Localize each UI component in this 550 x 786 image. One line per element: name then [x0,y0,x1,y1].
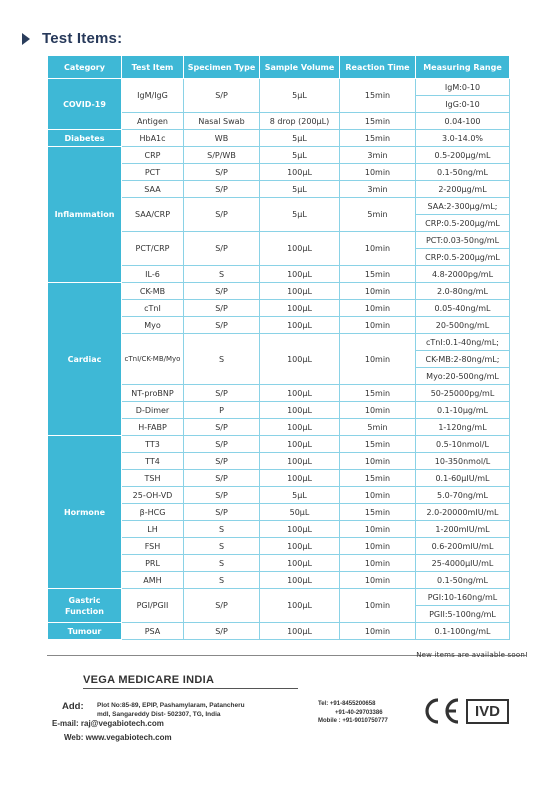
specimen-type-cell: S [184,521,260,538]
measuring-range-cell: 0.1-50ng/mL [416,572,510,589]
test-item-cell: SAA [122,181,184,198]
category-cell: COVID-19 [48,79,122,130]
sample-volume-cell: 100μL [260,555,340,572]
address-line: mdl, Sangareddy Dist- 502307, TG, India [97,710,221,718]
test-item-cell: PCT [122,164,184,181]
table-row [48,79,510,96]
sample-volume-cell: 100μL [260,436,340,453]
test-item-cell: TSH [122,470,184,487]
sample-volume-cell: 100μL [260,589,340,623]
sample-volume-cell: 100μL [260,623,340,640]
measuring-range-cell: 1-200mIU/mL [416,521,510,538]
category-cell: Gastric Function [48,589,122,623]
specimen-type-cell: S [184,266,260,283]
table-row [48,623,510,640]
reaction-time-cell: 10min [340,555,416,572]
ce-mark-icon [421,696,461,726]
reaction-time-cell: 15min [340,130,416,147]
column-header: Specimen Type [184,56,260,79]
email-contact: E-mail: raj@vegabiotech.com [52,719,164,728]
specimen-type-cell: S/P [184,419,260,436]
reaction-time-cell: 10min [340,572,416,589]
table-row [48,436,510,453]
specimen-type-cell: S/P [184,623,260,640]
section-title: Test Items: [42,30,123,47]
table-row [48,130,510,147]
reaction-time-cell: 5min [340,419,416,436]
column-header: Sample Volume [260,56,340,79]
sample-volume-cell: 100μL [260,334,340,385]
measuring-range-cell: 1-120ng/mL [416,419,510,436]
test-item-cell: PRL [122,555,184,572]
specimen-type-cell: S/P [184,232,260,266]
test-item-cell: β-HCG [122,504,184,521]
category-cell: Inflammation [48,147,122,283]
address-text [97,702,287,719]
ivd-mark-icon: IVD [466,699,509,724]
sample-volume-cell: 100μL [260,317,340,334]
measuring-range-cell: CRP:0.5-200μg/mL [416,215,510,232]
reaction-time-cell: 15min [340,113,416,130]
reaction-time-cell: 10min [340,334,416,385]
sample-volume-cell: 100μL [260,164,340,181]
reaction-time-cell: 15min [340,436,416,453]
company-name: VEGA MEDICARE INDIA [83,674,215,686]
measuring-range-cell: cTnI:0.1-40ng/mL; [416,334,510,351]
sample-volume-cell: 5μL [260,130,340,147]
category-cell: Hormone [48,436,122,589]
test-item-cell: CRP [122,147,184,164]
specimen-type-cell: WB [184,130,260,147]
measuring-range-cell: 0.04-100 [416,113,510,130]
test-item-cell: cTnI/CK-MB/Myo [122,334,184,385]
measuring-range-cell: 10-350nmol/L [416,453,510,470]
test-item-cell: PGI/PGII [122,589,184,623]
test-item-cell: SAA/CRP [122,198,184,232]
specimen-type-cell: S/P [184,470,260,487]
address-line: Plot No:85-89, EPIP, Pashamylaram, Patancheru [97,702,245,709]
sample-volume-cell: 100μL [260,402,340,419]
reaction-time-cell: 10min [340,623,416,640]
table-row [48,589,510,606]
sample-volume-cell: 100μL [260,572,340,589]
reaction-time-cell: 10min [340,521,416,538]
column-header: Measuring Range [416,56,510,79]
measuring-range-cell: 2.0-80ng/mL [416,283,510,300]
measuring-range-cell: PGI:10-160ng/mL [416,589,510,606]
test-item-cell: 25-OH-VD [122,487,184,504]
test-item-cell: TT3 [122,436,184,453]
measuring-range-cell: Myo:20-500ng/mL [416,368,510,385]
measuring-range-cell: 0.1-100ng/mL [416,623,510,640]
reaction-time-cell: 15min [340,266,416,283]
measuring-range-cell: CRP:0.5-200μg/mL [416,249,510,266]
measuring-range-cell: 2-200μg/mL [416,181,510,198]
specimen-type-cell: S/P [184,385,260,402]
sample-volume-cell: 5μL [260,147,340,164]
specimen-type-cell: S/P [184,589,260,623]
sample-volume-cell: 100μL [260,453,340,470]
specimen-type-cell: S/P [184,436,260,453]
category-cell: Diabetes [48,130,122,147]
test-item-cell: PCT/CRP [122,232,184,266]
telephone-1: Tel: +91-8455200658 [318,701,376,707]
measuring-range-cell: 4.8-2000pg/mL [416,266,510,283]
reaction-time-cell: 10min [340,283,416,300]
test-item-cell: H-FABP [122,419,184,436]
measuring-range-cell: 0.1-50ng/mL [416,164,510,181]
column-header: Category [48,56,122,79]
measuring-range-cell: 5.0-70ng/mL [416,487,510,504]
reaction-time-cell: 10min [340,538,416,555]
sample-volume-cell: 100μL [260,300,340,317]
test-item-cell: HbA1c [122,130,184,147]
triangle-bullet-icon [22,33,30,45]
column-header: Reaction Time [340,56,416,79]
measuring-range-cell: 0.6-200mIU/mL [416,538,510,555]
specimen-type-cell: S/P [184,300,260,317]
measuring-range-cell: 50-25000pg/mL [416,385,510,402]
sample-volume-cell: 5μL [260,181,340,198]
website-contact: Web: www.vegabiotech.com [64,733,172,742]
specimen-type-cell: S/P [184,317,260,334]
specimen-type-cell: S/P [184,164,260,181]
sample-volume-cell: 5μL [260,198,340,232]
measuring-range-cell: 0.1-60μIU/mL [416,470,510,487]
test-item-cell: TT4 [122,453,184,470]
new-items-note: New items are available soon! [416,651,528,659]
specimen-type-cell: P [184,402,260,419]
reaction-time-cell: 15min [340,79,416,113]
reaction-time-cell: 15min [340,504,416,521]
table-row [48,283,510,300]
sample-volume-cell: 5μL [260,79,340,113]
test-item-cell: D-Dimer [122,402,184,419]
measuring-range-cell: 2.0-20000mIU/mL [416,504,510,521]
section-heading [22,30,122,47]
specimen-type-cell: S/P [184,79,260,113]
test-item-cell: IL-6 [122,266,184,283]
test-item-cell: FSH [122,538,184,555]
test-item-cell: Antigen [122,113,184,130]
test-items-table [47,55,510,640]
measuring-range-cell: CK-MB:2-80ng/mL; [416,351,510,368]
column-header: Test Item [122,56,184,79]
sample-volume-cell: 100μL [260,283,340,300]
measuring-range-cell: PCT:0.03-50ng/mL [416,232,510,249]
reaction-time-cell: 10min [340,232,416,266]
measuring-range-cell: 20-500ng/mL [416,317,510,334]
specimen-type-cell: S [184,555,260,572]
reaction-time-cell: 5min [340,198,416,232]
sample-volume-cell: 100μL [260,538,340,555]
sample-volume-cell: 8 drop (200μL) [260,113,340,130]
table-row [48,147,510,164]
company-underline [83,688,298,689]
reaction-time-cell: 10min [340,402,416,419]
reaction-time-cell: 10min [340,589,416,623]
sample-volume-cell: 100μL [260,470,340,487]
measuring-range-cell: IgG:0-10 [416,96,510,113]
specimen-type-cell: S/P [184,198,260,232]
measuring-range-cell: 0.1-10μg/mL [416,402,510,419]
sample-volume-cell: 100μL [260,232,340,266]
table-header-row [48,56,510,79]
measuring-range-cell: 25-4000μIU/mL [416,555,510,572]
reaction-time-cell: 10min [340,453,416,470]
specimen-type-cell: S/P [184,487,260,504]
measuring-range-cell: SAA:2-300μg/mL; [416,198,510,215]
test-item-cell: Myo [122,317,184,334]
category-cell: Tumour [48,623,122,640]
reaction-time-cell: 15min [340,385,416,402]
specimen-type-cell: S/P [184,283,260,300]
reaction-time-cell: 10min [340,487,416,504]
reaction-time-cell: 15min [340,470,416,487]
sample-volume-cell: 100μL [260,266,340,283]
test-item-cell: LH [122,521,184,538]
test-item-cell: CK-MB [122,283,184,300]
test-item-cell: AMH [122,572,184,589]
category-cell: Cardiac [48,283,122,436]
specimen-type-cell: S/P/WB [184,147,260,164]
specimen-type-cell: S/P [184,453,260,470]
specimen-type-cell: S/P [184,181,260,198]
sample-volume-cell: 100μL [260,385,340,402]
sample-volume-cell: 100μL [260,521,340,538]
test-item-cell: NT-proBNP [122,385,184,402]
specimen-type-cell: S [184,334,260,385]
sample-volume-cell: 100μL [260,419,340,436]
measuring-range-cell: IgM:0-10 [416,79,510,96]
measuring-range-cell: 3.0-14.0% [416,130,510,147]
specimen-type-cell: S [184,538,260,555]
specimen-type-cell: Nasal Swab [184,113,260,130]
phone-contacts [318,700,388,726]
reaction-time-cell: 10min [340,317,416,334]
sample-volume-cell: 5μL [260,487,340,504]
test-item-cell: PSA [122,623,184,640]
reaction-time-cell: 10min [340,164,416,181]
measuring-range-cell: 0.05-40ng/mL [416,300,510,317]
specimen-type-cell: S/P [184,504,260,521]
measuring-range-cell: 0.5-200μg/mL [416,147,510,164]
mobile-number: Mobile : +91-9010750777 [318,718,388,724]
measuring-range-cell: PGII:5-100ng/mL [416,606,510,623]
measuring-range-cell: 0.5-10nmol/L [416,436,510,453]
sample-volume-cell: 50μL [260,504,340,521]
reaction-time-cell: 3min [340,147,416,164]
address-label: Add: [62,701,84,712]
specimen-type-cell: S [184,572,260,589]
test-item-cell: IgM/IgG [122,79,184,113]
reaction-time-cell: 3min [340,181,416,198]
telephone-2: +91-40-29703386 [335,709,383,716]
test-item-cell: cTnI [122,300,184,317]
reaction-time-cell: 10min [340,300,416,317]
